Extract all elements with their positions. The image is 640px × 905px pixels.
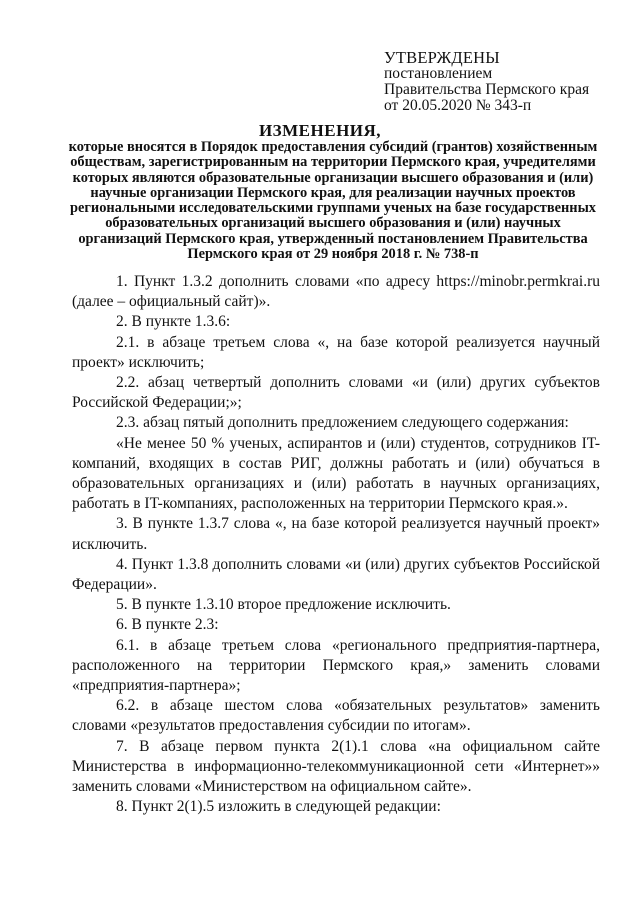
paragraph-3: 3. В пункте 1.3.7 слова «, на базе которой реализуется научный проект» исключить. bbox=[72, 515, 600, 553]
paragraph-6-1: 6.1. в абзаце третьем слова «регионального предприятия-партнера, расположенного на территории Пермского края,» заменить словами «предприятия-партнера»; bbox=[72, 636, 600, 695]
paragraph-2: 2. В пункте 1.3.6: bbox=[116, 313, 231, 331]
paragraph-2-3: 2.3. абзац пятый дополнить предложением следующего содержания: bbox=[116, 414, 569, 432]
paragraph-1: 1. Пункт 1.3.2 дополнить словами «по адресу https://minobr.permkrai.ru (далее – официальный сайт)». bbox=[72, 273, 600, 311]
paragraph-4: 4. Пункт 1.3.8 дополнить словами «и (или) других субъектов Российской Федерации». bbox=[72, 555, 600, 594]
approval-stamp bbox=[384, 50, 589, 114]
paragraph-7: 7. В абзаце первом пункта 2(1).1 слова «на официальном сайте Министерства в информационно-телекоммуникационной сети «Интернет»» заменить словами «Министерством на официальном сайте». bbox=[72, 737, 600, 796]
paragraph-2-2: 2.2. абзац четвертый дополнить словами «и (или) других субъектов Российской Федерации;»; bbox=[72, 374, 600, 412]
document-body bbox=[72, 272, 600, 817]
approval-line-1: постановлением bbox=[384, 65, 493, 82]
paragraph-2-1: 2.1. в абзаце третьем слова «, на базе которой реализуется научный проект» исключить; bbox=[72, 333, 600, 371]
approval-heading: УТВЕРЖДЕНЫ bbox=[384, 48, 500, 67]
paragraph-quote: «Не менее 50 % ученых, аспирантов и (или) студентов, сотрудников IT-компаний, входящих в состав РИГ, должны работать и (или) обучаться в образовательных организациях и (или) работать в научных организациях, работать в IT-компаниях, расположенных на территории Пермского края.». bbox=[72, 434, 600, 513]
paragraph-6-2: 6.2. в абзаце шестом слова «обязательных результатов» заменить словами «результатов предоставления субсидии по итогам». bbox=[72, 697, 600, 735]
document-subtitle: которые вносятся в Порядок предоставления субсидий (грантов) хозяйственным обществам, зарегистрированным на территории Пермского края, учредителями которых являются образовательные организации высшего образования и (или) научные организации Пермского края, для реализации научных проектов региональными исследовательскими группами ученых на базе государственных образовательных организаций высшего образования и (или) научных организаций Пермского края, утвержденный постановлением Правительства Пермского края от 29 ноября 2018 г. № 738-п bbox=[68, 139, 598, 263]
approval-line-3: от 20.05.2020 № 343-п bbox=[384, 97, 532, 114]
paragraph-6: 6. В пункте 2.3: bbox=[116, 616, 219, 634]
document-title: ИЗМЕНЕНИЯ, bbox=[258, 121, 382, 140]
paragraph-8: 8. Пункт 2(1).5 изложить в следующей редакции: bbox=[116, 798, 441, 816]
paragraph-5: 5. В пункте 1.3.10 второе предложение исключить. bbox=[116, 596, 451, 614]
approval-line-2: Правительства Пермского края bbox=[384, 81, 590, 98]
